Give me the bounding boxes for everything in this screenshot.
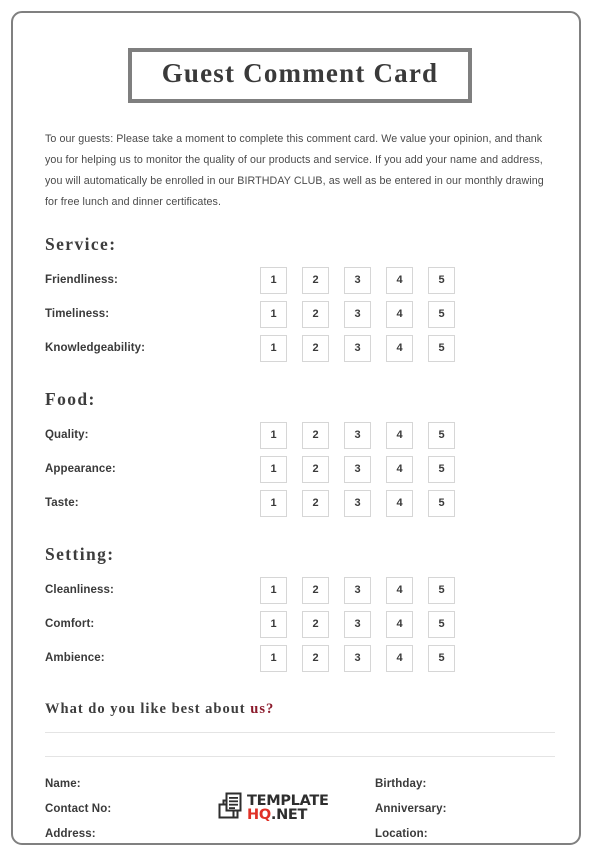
logo-tld-text: .NET: [270, 807, 308, 824]
open-question: [45, 701, 555, 718]
rating-option-1[interactable]: 1: [260, 611, 287, 638]
footer-left-column: [45, 772, 111, 846]
rating-option-4[interactable]: 4: [386, 490, 413, 517]
rating-option-3[interactable]: 3: [344, 456, 371, 483]
rating-option-3[interactable]: 3: [344, 301, 371, 328]
intro-paragraph: To our guests: Please take a moment to complete this comment card. We value your opinion, and thank you for helping us to monitor the quality of our products and service. If you add your name and address, you will automatically be enrolled in our BIRTHDAY CLUB, as well as be entered in our monthly drawing for free lunch and dinner certificates.: [45, 133, 544, 208]
rating-option-2[interactable]: 2: [302, 456, 329, 483]
rating-option-4[interactable]: 4: [386, 456, 413, 483]
rating-option-1[interactable]: 1: [260, 456, 287, 483]
rating-scale: [260, 456, 455, 483]
rating-option-5[interactable]: 5: [428, 456, 455, 483]
rating-option-4[interactable]: 4: [386, 422, 413, 449]
rating-option-5[interactable]: 5: [428, 645, 455, 672]
footer-field-birthday[interactable]: Birthday:: [375, 778, 427, 791]
rating-scale: [260, 490, 455, 517]
footer-field-contactno[interactable]: Contact No:: [45, 803, 112, 816]
rating-option-3[interactable]: 3: [344, 267, 371, 294]
rating-option-3[interactable]: 3: [344, 645, 371, 672]
footer-field-name[interactable]: Name:: [45, 778, 81, 791]
rating-row: [45, 418, 555, 452]
documents-icon: [218, 792, 244, 824]
rating-row: [45, 263, 555, 297]
rating-scale: [260, 301, 455, 328]
logo-wordmark: [247, 794, 329, 822]
rating-option-1[interactable]: 1: [260, 490, 287, 517]
rating-row: [45, 573, 555, 607]
rating-option-4[interactable]: 4: [386, 335, 413, 362]
rating-option-3[interactable]: 3: [344, 490, 371, 517]
footer-fields: [45, 772, 555, 852]
rating-label: Knowledgeability:: [45, 342, 146, 355]
rating-option-4[interactable]: 4: [386, 577, 413, 604]
footer-field-location[interactable]: Location:: [375, 827, 428, 840]
section-title: Setting:: [45, 544, 115, 565]
rating-scale: [260, 645, 455, 672]
templatehq-logo[interactable]: [218, 792, 329, 824]
rating-option-2[interactable]: 2: [302, 645, 329, 672]
rating-option-4[interactable]: 4: [386, 301, 413, 328]
logo-hq-text: HQ: [247, 807, 271, 824]
rating-label: Friendliness:: [45, 274, 118, 287]
rating-option-1[interactable]: 1: [260, 301, 287, 328]
rating-label: Cleanliness:: [45, 584, 114, 597]
rating-option-2[interactable]: 2: [302, 490, 329, 517]
section-setting: [45, 544, 555, 675]
rating-option-3[interactable]: 3: [344, 422, 371, 449]
rating-row: [45, 641, 555, 675]
rating-scale: [260, 577, 455, 604]
rating-label: Comfort:: [45, 618, 95, 631]
rating-scale: [260, 335, 455, 362]
rating-option-5[interactable]: 5: [428, 611, 455, 638]
rating-row: [45, 486, 555, 520]
rating-option-4[interactable]: 4: [386, 611, 413, 638]
rating-option-5[interactable]: 5: [428, 267, 455, 294]
rating-row: [45, 297, 555, 331]
section-food: [45, 389, 555, 520]
rating-option-2[interactable]: 2: [302, 611, 329, 638]
rating-option-5[interactable]: 5: [428, 335, 455, 362]
section-title: Food:: [45, 389, 96, 410]
rating-scale: [260, 422, 455, 449]
rating-option-2[interactable]: 2: [302, 267, 329, 294]
footer-field-anniversary[interactable]: Anniversary:: [375, 803, 447, 816]
rating-label: Quality:: [45, 429, 89, 442]
rating-option-5[interactable]: 5: [428, 301, 455, 328]
rating-label: Ambience:: [45, 652, 105, 665]
rating-option-3[interactable]: 3: [344, 577, 371, 604]
title-container: [45, 48, 555, 103]
rating-row: [45, 607, 555, 641]
rating-label: Timeliness:: [45, 308, 110, 321]
open-question-accent: us?: [250, 701, 275, 718]
rating-option-1[interactable]: 1: [260, 267, 287, 294]
rating-option-5[interactable]: 5: [428, 577, 455, 604]
rating-option-2[interactable]: 2: [302, 577, 329, 604]
rating-option-2[interactable]: 2: [302, 422, 329, 449]
logo-line-hqnet: [247, 808, 329, 822]
page-title: Guest Comment Card: [161, 58, 439, 88]
rating-row: [45, 452, 555, 486]
title-box: [128, 48, 473, 103]
rating-option-3[interactable]: 3: [344, 335, 371, 362]
rating-option-4[interactable]: 4: [386, 267, 413, 294]
rating-option-5[interactable]: 5: [428, 422, 455, 449]
section-service: [45, 234, 555, 365]
rating-option-2[interactable]: 2: [302, 301, 329, 328]
rating-option-1[interactable]: 1: [260, 422, 287, 449]
rating-option-2[interactable]: 2: [302, 335, 329, 362]
answer-rule-2: [45, 756, 555, 757]
rating-option-1[interactable]: 1: [260, 577, 287, 604]
footer-field-address[interactable]: Address:: [45, 827, 96, 840]
open-question-text: What do you like best about: [45, 701, 251, 718]
rating-label: Appearance:: [45, 463, 116, 476]
section-title: Service:: [45, 234, 117, 255]
rating-scale: [260, 267, 455, 294]
rating-option-1[interactable]: 1: [260, 645, 287, 672]
rating-label: Taste:: [45, 497, 79, 510]
rating-option-1[interactable]: 1: [260, 335, 287, 362]
rating-scale: [260, 611, 455, 638]
logo-line-template: TEMPLATE: [247, 793, 329, 810]
rating-option-5[interactable]: 5: [428, 490, 455, 517]
rating-row: [45, 331, 555, 365]
rating-option-3[interactable]: 3: [344, 611, 371, 638]
footer-right-column: [375, 772, 447, 846]
rating-sections: [45, 234, 555, 675]
answer-rule-1: [45, 732, 555, 733]
rating-option-4[interactable]: 4: [386, 645, 413, 672]
